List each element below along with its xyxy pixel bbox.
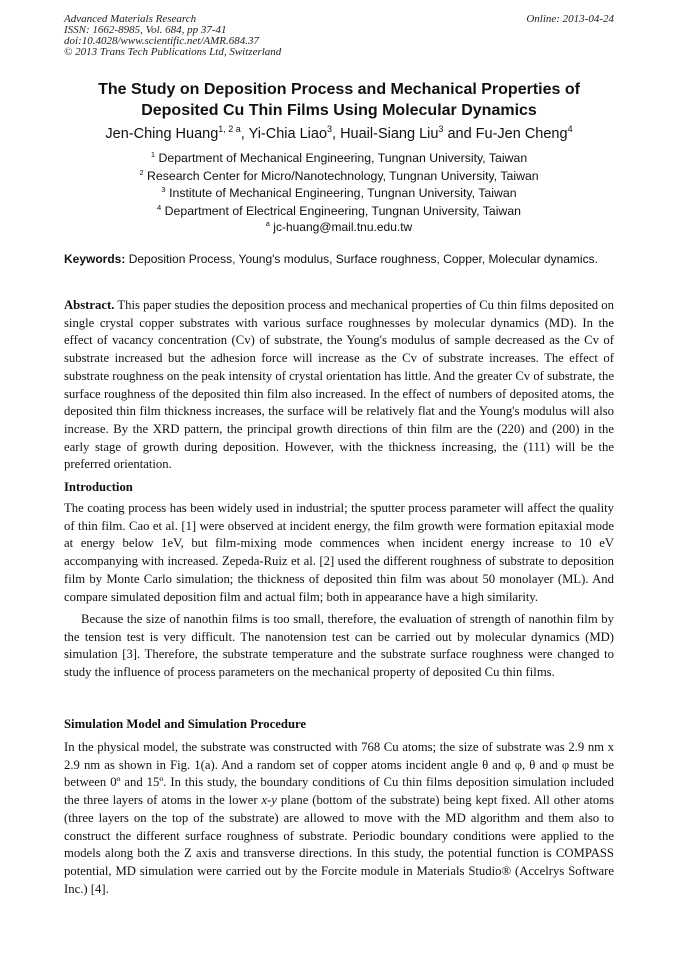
paper-title-line-1: The Study on Deposition Process and Mechanical Properties of [98,81,580,98]
affiliation [64,168,614,186]
author-separator: , [240,126,249,142]
journal-copyright: © 2013 Trans Tech Publications Ltd, Switzerland [64,46,282,58]
journal-name: Advanced Materials Research [64,13,197,25]
simulation-heading: Simulation Model and Simulation Procedure [64,717,307,731]
affiliation-mark: 4 [157,202,162,212]
email-address[interactable]: jc-huang@mail.tnu.edu.tw [273,220,413,234]
simulation-paragraph-1 [64,739,614,898]
author-affiliation-mark: 1, 2 a [218,124,241,135]
contact-email [64,219,614,235]
affiliation-text: Department of Mechanical Engineering, Tungnan University, Taiwan [158,151,528,165]
journal-issn: ISSN: 1662-8985, Vol. 684, pp 37-41 [64,24,227,36]
author-name: Huail-Siang Liu [340,126,439,142]
affiliation-mark: 1 [150,149,156,159]
keywords-text: Deposition Process, Young's modulus, Surface roughness, Copper, Molecular dynamics. [128,252,598,266]
paper-title [64,79,614,121]
author-affiliation-mark: 3 [438,124,444,135]
affiliation-mark: 3 [161,184,166,194]
introduction-heading: Introduction [64,480,133,494]
affiliation-mark: 2 [139,167,144,177]
author-separator: , [332,126,341,142]
author-separator: and [443,126,476,142]
abstract-text: This paper studies the deposition process and mechanical properties of Cu thin films deposited on single crystal copper substrates with various surface roughnesses by molecular dynamics (MD). In the effect of vacancy concentration (Cv) of substrate, the Young's modulus of sample decreased as the Cv of substrate increased but the adhesion force will increase as the Cv of substrate increases. The effect of substrate roughness on the peak intensity of crystal orientation has little. And the greater Cv of substrate, the surface roughness of the deposited thin film also increased. In the effect of numbers of deposited atoms, the deposited thin film thickness increases, the surface will be relatively flat and the Young's modulus will also increase. By the XRD pattern, the principal growth directions of thin film are the (220) and (200) in the early stage of growth during deposition. However, with the thickness increasing, the (111) will be the preferred orientation. [64,298,615,472]
keywords-label: Keywords: [64,252,126,266]
keywords-block [64,251,614,268]
author-name: Jen-Ching Huang [105,126,219,142]
affiliation-text: Institute of Mechanical Engineering, Tungnan University, Taiwan [169,186,517,200]
affiliation-text: Department of Electrical Engineering, Tungnan University, Taiwan [164,203,521,218]
journal-header [64,14,614,58]
affiliation [64,203,614,221]
simulation-text-a: In the physical model, the substrate was constructed with 768 Cu atoms; the size of substrate was 2.9 nm x 2.9 nm as shown in Fig. 1(a). And a random set of copper atoms incident angle θ and φ, θ and φ must be between 0º and 15º. In this study, the boundary conditions of Cu thin films deposition simulation included the three layers of atoms in the lower [64,740,614,808]
online-date: Online: 2013-04-24 [526,13,614,25]
author-name: Fu-Jen Cheng [475,126,568,142]
introduction-paragraph-2: Because the size of nanothin films is too small, therefore, the evaluation of strength of nanothin film by the tension test is very difficult. The nanotension test can be carried out by molecular dynamics (MD) simulation [3]. Therefore, the substrate temperature and the substrate surface roughness were changed to study the influence of process parameters on the mechanical property of deposited Cu thin films. [64,612,614,680]
affiliation [64,150,614,168]
author-name: Yi-Chia Liao [248,126,328,142]
affiliation-list [64,150,614,220]
affiliation [64,185,614,203]
author-affiliation-mark: 4 [567,124,573,135]
introduction-paragraph-1: The coating process has been widely used in industrial; the sputter process parameter will affect the quality of thin film. Cao et al. [1] were observed at incident energy, the film growth were formation epitaxial mode at energy below 1eV, but film-mixing mode commences when incident energy increase to 10 eV accompanying with increased. Zepeda-Ruiz et al. [2] used the different roughness of substrate to deposition film by Monte Carlo simulation; the thickness of deposited thin film was about 50 monolayer (ML). And compare simulated deposition film and actual film; both in appearance have a high similarity. [64,501,614,604]
simulation-text-b: plane (bottom of the substrate) being kept fixed. All other atoms (three layers on the top of the substrate) are allowed to move with the MD algorithm and them also to construct the different surface roughness of substrate. Periodic boundary conditions were applied to the models along both the Z axis and transverse directions. In this study, the potential function is COMPASS potential, MD simulation were carried out by the Forcite module in Materials Studio® (Accelrys Software Inc.) [4]. [64,793,614,896]
abstract-label: Abstract. [64,298,115,312]
affiliation-text: Research Center for Micro/Nanotechnology, Tungnan University, Taiwan [147,168,539,183]
author-affiliation-mark: 3 [327,124,333,135]
abstract-block [64,297,614,474]
email-mark: a [265,219,270,228]
journal-doi: doi:10.4028/www.scientific.net/AMR.684.37 [64,35,260,47]
author-list [64,124,614,144]
paper-title-line-2: Deposited Cu Thin Films Using Molecular Dynamics [141,102,537,119]
simulation-plane-term: x-y [261,793,277,808]
